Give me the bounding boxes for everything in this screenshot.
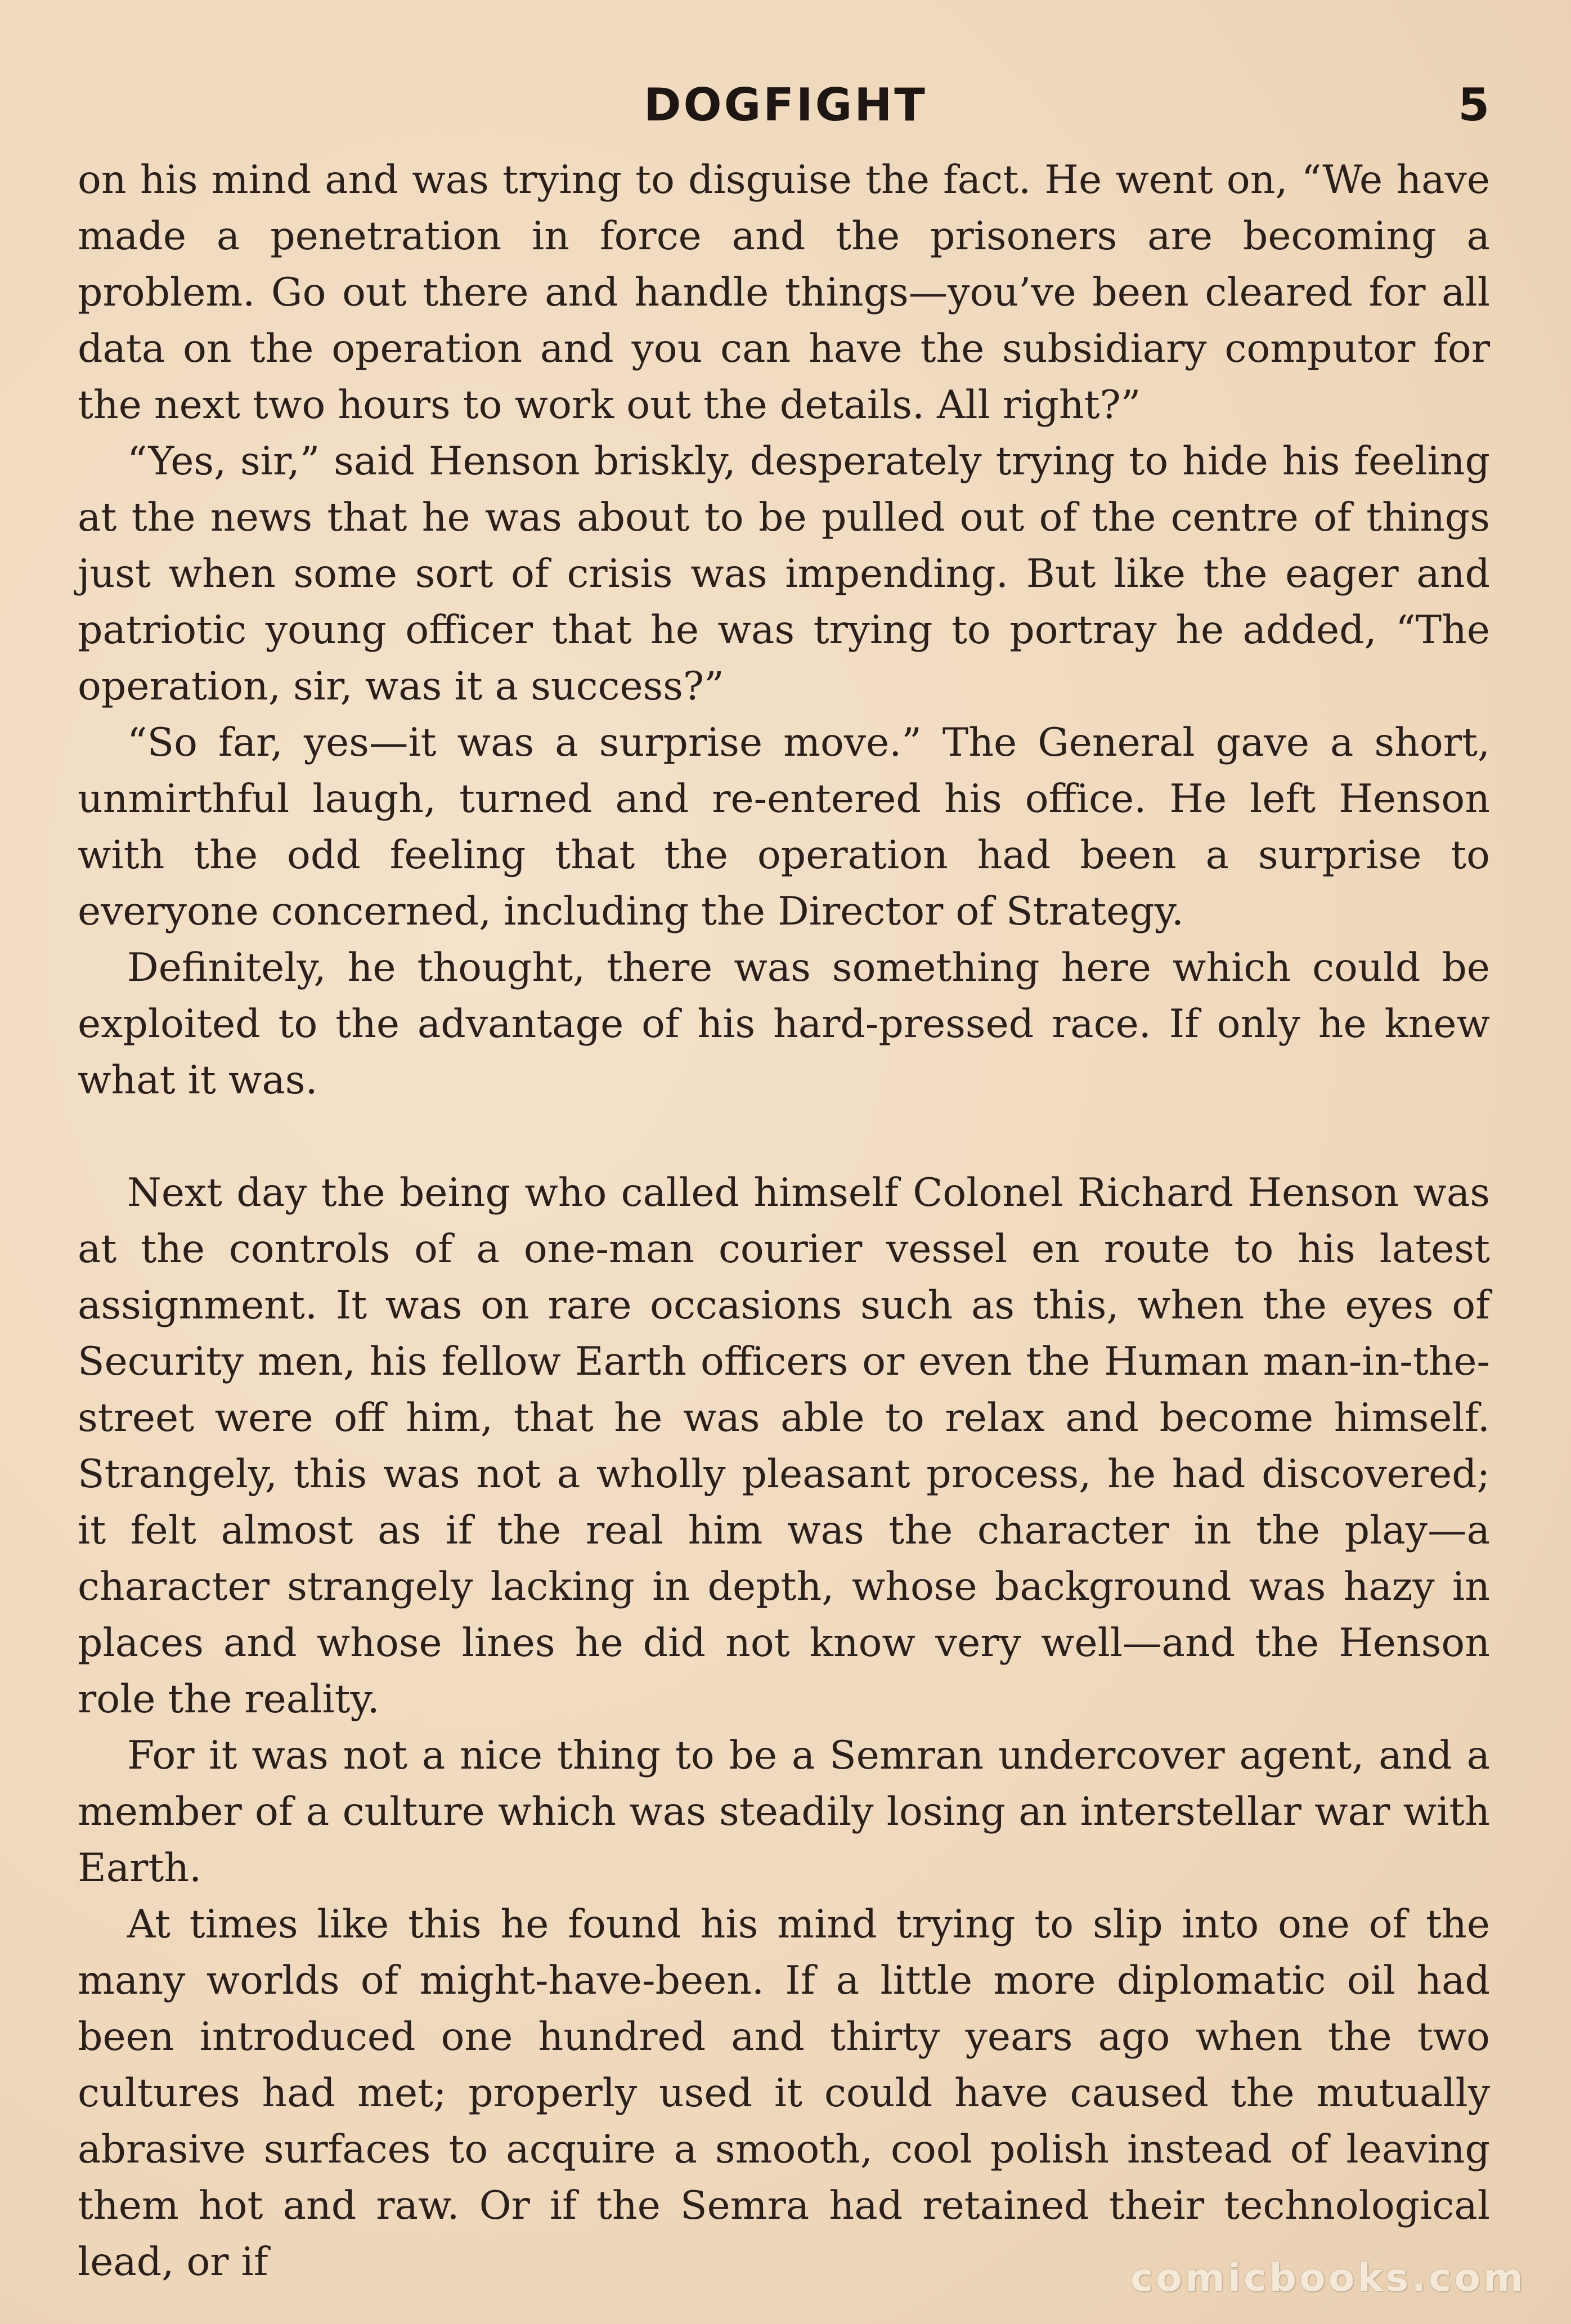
paragraph: Definitely, he thought, there was something here which could be exploited to the advantage of his hard-pressed race. If only he knew what it was. (78, 945, 1490, 1103)
paragraph: “Yes, sir,” said Henson briskly, desperately trying to hide his feeling at the news that he was about to be pulled out of the centre of things just when some sort of crisis was impending. But like the eager and patriotic young officer that he was trying to portray he added, “The operation, sir, was it a success?” (78, 438, 1490, 709)
watermark: comicbooks.com (1130, 2256, 1526, 2300)
page-header (0, 73, 1571, 135)
paragraph: For it was not a nice thing to be a Semran undercover agent, and a member of a culture which was steadily losing an interstellar war with Earth. (78, 1733, 1490, 1891)
paragraph: At times like this he found his mind trying to slip into one of the many worlds of might-have-been. If a little more diplomatic oil had been introduced one hundred and thirty years ago when the two cultures had met; properly used it could have caused the mutually abrasive surfaces to acquire a smooth, cool polish instead of leaving them hot and raw. Or if the Semra had retained their technological lead, or if (78, 1901, 1490, 2285)
paragraph: “So far, yes—it was a surprise move.” The General gave a short, unmirthful laugh, turned and re-entered his office. He left Henson with the odd feeling that the operation had been a surprise to everyone concerned, including the Director of Strategy. (78, 720, 1490, 934)
paragraph: on his mind and was trying to disguise the fact. He went on, “We have made a penetration in force and the prisoners are becoming a problem. Go out there and handle things—you’ve been cleared for all data on the operation and you can have the subsidiary computor for the next two hours to work out the details. All right?” (78, 157, 1490, 428)
body-text (78, 152, 1490, 2290)
paragraph: Next day the being who called himself Colonel Richard Henson was at the controls of a one-man courier vessel en route to his latest assignment. It was on rare occasions such as this, when the eyes of Security men, his fellow Earth officers or even the Human man-in-the-street were off him, that he was able to relax and become himself. Strangely, this was not a wholly pleasant process, he had discovered; it felt almost as if the real him was the character in the play—a character strangely lacking in depth, whose background was hazy in places and whose lines he did not know very well—and the Henson role the reality. (78, 1170, 1490, 1722)
page-number: 5 (1458, 79, 1489, 131)
running-title: DOGFIGHT (644, 79, 927, 131)
